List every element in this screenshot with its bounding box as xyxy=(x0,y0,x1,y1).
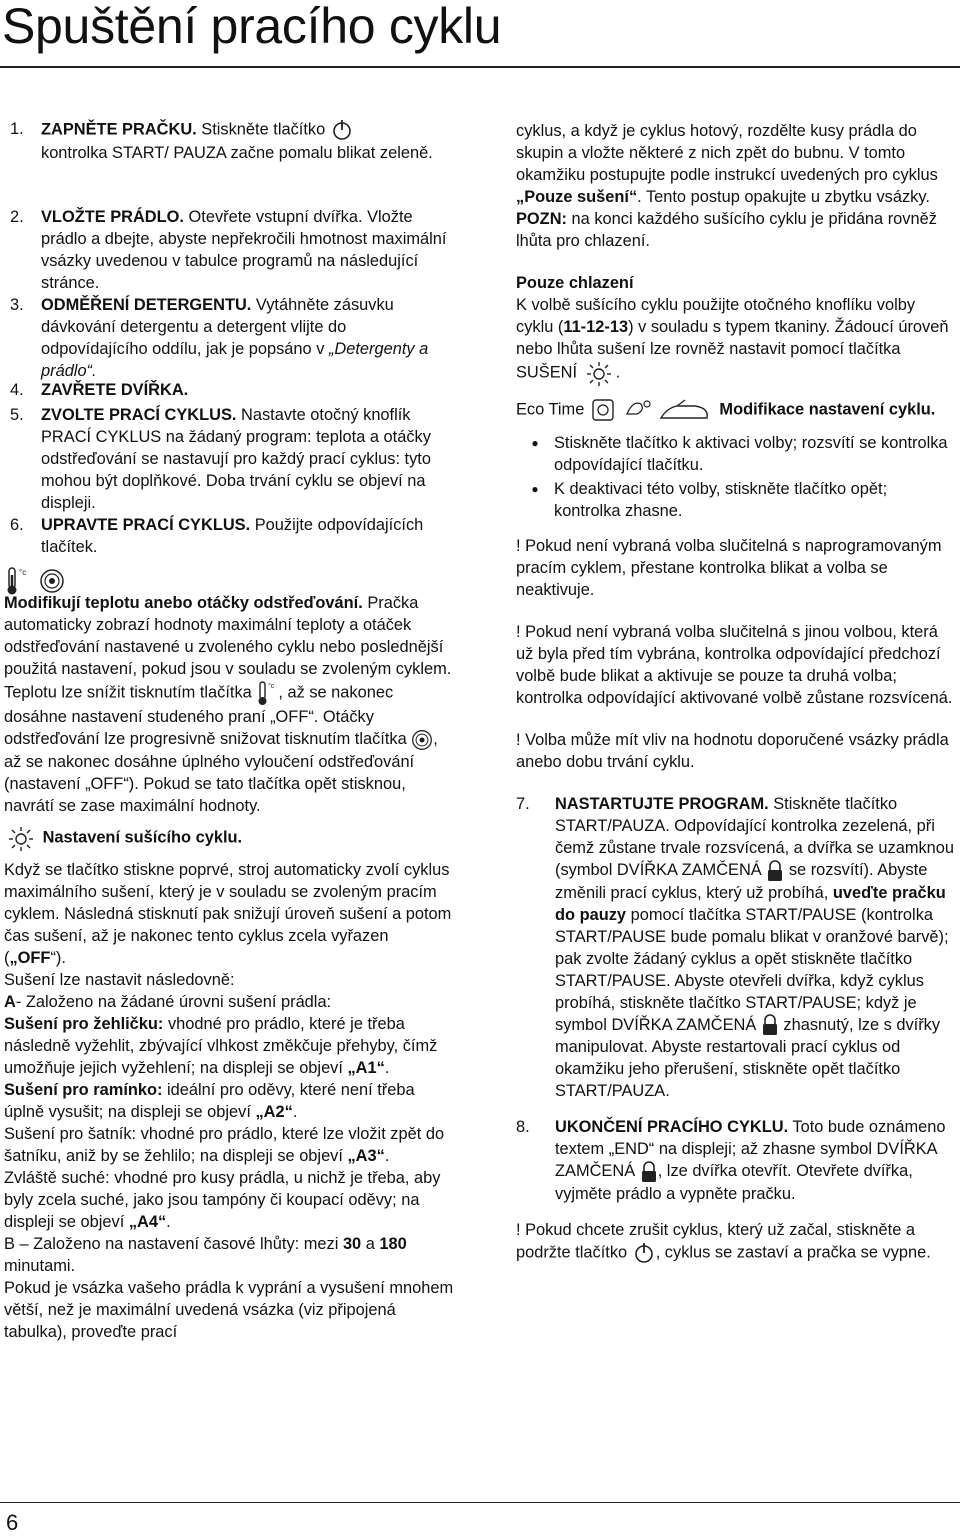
left-column xyxy=(4,118,454,1343)
step-number: 7. xyxy=(516,795,530,813)
step-heading: NASTARTUJTE PROGRAM. xyxy=(555,795,769,813)
page-title: Spuštění pracího cyklu xyxy=(2,0,502,54)
step-heading: ZVOLTE PRACÍ CYKLUS. xyxy=(41,406,237,424)
step-heading: UKONČENÍ PRACÍHO CYKLU. xyxy=(555,1118,789,1137)
step-number: 8. xyxy=(516,1118,530,1137)
spin-icon xyxy=(39,568,65,594)
detergent-reference: „Detergenty a prádlo“. xyxy=(41,340,429,380)
bullet-item: ● Stiskněte tlačítko k aktivaci volby; rozsvítí se kontrolka odpovídající tlačítku. xyxy=(516,432,956,476)
step-8: 8. UKONČENÍ PRACÍHO CYKLU. Toto bude oznámeno textem „END“ na displeji; až zhasne symbol DVÍŘKA ZAMČENÁ , lze dvířka otevřít. Otevřete dvířka, vyjměte prádlo a vypněte pračku. xyxy=(516,1118,946,1204)
eco-time-heading: Modifikace nastavení cyklu. xyxy=(714,400,936,419)
eco-time-icons xyxy=(589,396,715,424)
warning-note: ! Pokud není vybraná volba slučitelná s jinou volbou, která už byla před tím vybrána, kontrolka odpovídající předchozí volbě bude blikat a aktivuje se pouze ta druhá volba; kontrolka odpovídající aktivované volbě zůstane rozsvícená. xyxy=(516,623,953,707)
step-7: 7. NASTARTUJTE PROGRAM. Stiskněte tlačítko START/PAUZA. Odpovídající kontrolka zezelená, při čemž zůstane trvale rozsvícená, a dvířka se uzamknou (symbol DVÍŘKA ZAMČENÁ se rozsvítí). Abyste změnili prací cyklus, který už probíhá, uveďte pračku do pauzy pomocí tlačítka START/PAUSE (kontrolka START/PAUSE bude pomalu blikat v oranžové barvě); pak zvolte žádaný cyklus a opět stiskněte tlačítko START/PAUSE. Abyste otevřeli dvířka, když cyklus probíhá, stiskněte tlačítko START/PAUSE; když je symbol DVÍŘKA ZAMČENÁ zhasnutý, lze s dvířky manipulovat. Abyste restartovali prací cyklus od okamžiku jeho přerušení, stiskněte opět tlačítko START/PAUZA. xyxy=(516,795,955,1101)
door-lock-icon xyxy=(761,1014,779,1036)
step-6: 6. UPRAVTE PRACÍ CYKLUS. Použijte odpovídajících tlačítek. xyxy=(4,514,454,558)
step-number: 5. xyxy=(10,406,24,424)
warning-note: ! Pokud chcete zrušit cyklus, který už začal, stiskněte a podržte tlačítko , cyklus se zastaví a pračka se vypne. xyxy=(516,1219,956,1265)
footer-rule xyxy=(0,1502,960,1503)
step-4 xyxy=(4,379,454,404)
bullet-icon: ● xyxy=(531,482,539,496)
right-column: cyklus, a když je cyklus hotový, rozdělte kusy prádla do skupin a vložte některé z nich zpět do bubnu. V tomto okamžiku postupujte podle instrukcí uvedených pro cyklus „Pouze sušení“. Tento postup opakujte u zbytku vsázky. POZN: na konci každého sušícího cyklu je přidána rovněž lhůta pro chlazení. Pouze chlazení K volbě sušícího cyklu použijte otočného knoflíku volby cyklu (11-12-13) v souladu s typem tkaniny. Žádoucí úroveň nebo lhůta sušení lze rovněž nastavit pomocí tlačítka SUŠENÍ . Eco Time Modifikace nastavení cyklu. ● Stiskněte tlačítko k aktivaci volby; rozsvítí se kontrolka odpovídající tlačítku. ● K deaktivaci této volby, stiskněte tlačítko opět; kontrolka zhasne. ! Pokud není vybraná volba slučitelná s naprogramovaným pracím cyklem, přestane kontrolka blikat a volba se neaktivuje. ! Pokud není vybraná volba slučitelná s jinou volbou, která už byla před tím vybrána, kontrolka odpovídající předchozí volbě bude blikat a aktivuje se pouze ta druhá volba; kontrolka odpovídající aktivované volbě zůstane rozsvícená. ! Volba může mít vliv na hodnotu doporučené vsázky prádla anebo dobu trvání cyklu. 7. NASTARTUJTE PROGRAM. Stiskněte tlačítko START/PAUZA. Odpovídající kontrolka zezelená, při čemž zůstane trvale rozsvícená, a dvířka se uzamknou (symbol DVÍŘKA ZAMČENÁ se rozsvítí). Abyste změnili prací cyklus, který už probíhá, uveďte pračku do pauzy pomocí tlačítka START/PAUSE (kontrolka START/PAUSE bude pomalu blikat v oranžové barvě); pak zvolte žádaný cyklus a opět stiskněte tlačítko START/PAUSE. Abyste otevřeli dvířka, když cyklus probíhá, stiskněte tlačítko START/PAUSE; když je symbol DVÍŘKA ZAMČENÁ zhasnutý, lze s dvířky manipulovat. Abyste restartovali prací cyklus od okamžiku jeho přerušení, stiskněte opět tlačítko START/PAUZA. 8. UKONČENÍ PRACÍHO CYKLU. Toto bude oznámeno textem „END“ na displeji; až zhasne symbol DVÍŘKA ZAMČENÁ , lze dvířka otevřít. Otevřete dvířka, vyjměte prádlo a vypněte pračku. ! Pokud chcete zrušit cyklus, který už začal, stiskněte a podržte tlačítko , cyklus se zastaví a pračka se vypne. xyxy=(516,120,956,1265)
note-label: POZN: xyxy=(516,210,567,228)
door-lock-icon xyxy=(640,1161,658,1183)
bullet-item: ● K deaktivaci této volby, stiskněte tlačítko opět; kontrolka zhasne. xyxy=(516,478,956,522)
step-number: 4. xyxy=(10,381,24,399)
step-number: 2. xyxy=(10,208,24,226)
drying-heading: Nastavení sušícího cyklu. xyxy=(42,828,243,846)
title-rule xyxy=(0,66,960,68)
step-number: 6. xyxy=(10,516,24,534)
door-lock-icon xyxy=(766,860,784,882)
svg-text:°c: °c xyxy=(19,568,27,577)
spin-icon xyxy=(411,729,433,751)
warning-note: ! Volba může mít vliv na hodnotu doporučené vsázky prádla anebo dobu trvání cyklu. xyxy=(516,731,949,771)
drying-section: Nastavení sušícího cyklu. Když se tlačítko stiskne poprvé, stroj automaticky zvolí cyklus maximálního sušení, který je v souladu se zvoleným pracím cyklem. Následná stisknutí pak snižují úroveň sušení a potom čas sušení, až je nakonec tento cyklus zcela vyřazen („OFF“). Sušení lze nastavit následovně: A- Založeno na žádané úrovni sušení prádla: Sušení pro žehličku: vhodné pro prádlo, které je třeba následně vyžehlit, zbývající vlhkost změkčuje přehyby, čímž umožňuje jejich vyžehlení; na displeji se objeví „A1“. Sušení pro ramínko: ideální pro oděvy, které není třeba úplně vysušit; na displeji se objeví „A2“. Sušení pro šatník: vhodné pro prádlo, které lze vložit zpět do šatníku, aniž by se žehlilo; na displeji se objeví „A3“. Zvláště suché: vhodné pro kusy prádla, u nichž je třeba, aby byly zcela suché, jako jsou tampóny či koupací oděvy; na displeji se objeví „A4“. B – Založeno na nastavení časové lhůty: mezi 30 a 180 minutami. Pokud je vsázka vašeho prádla k vyprání a vysušení mnohem větší, než je maximální uvedená vsázka (viz připojená tabulka), proveďte prací xyxy=(4,825,454,1343)
temperature-spin-section: °c Modifikují teplotu anebo otáčky odstřeďování. Pračka automaticky zobrazí hodnoty maximální teploty a otáček odstřeďování nastavené u zvoleného cyklu nebo poslednější použitá nastavení, pokud jsou v souladu se zvoleným cyklem. Teplotu lze snížit tisknutím tlačítka °c , až se nakonec dosáhne nastavení studeného praní „OFF“. Otáčky odstřeďování lze progresivně snižovat tisknutím tlačítka , až se nakonec dosáhne úplného vyloučení odstřeďování (nastavení „OFF“). Pokud se tato tlačítka opět stisknou, navrátí se zase maximální hodnoty. xyxy=(4,568,452,815)
temperature-spin-heading: Modifikují teplotu anebo otáčky odstřeďování. xyxy=(4,594,363,612)
step-number: 3. xyxy=(10,296,24,314)
step-1: 1. ZAPNĚTE PRAČKU. Stiskněte tlačítko kontrolka START/ PAUZA začne pomalu blikat zeleně. xyxy=(4,118,454,206)
step-heading: ZAPNĚTE PRAČKU. xyxy=(41,120,197,139)
drying-sun-icon xyxy=(4,825,38,851)
step-5: 5. ZVOLTE PRACÍ CYKLUS. Nastavte otočný knoflík PRACÍ CYKLUS na žádaný program: teplota a otáčky odstřeďování se nastavují pro každý prací cyklus: tyto mohou být doplňkové. Doba trvání cyklu se objeví na displeji. xyxy=(4,404,454,514)
cooling-heading: Pouze chlazení xyxy=(516,274,634,292)
step-2: 2. VLOŽTE PRÁDLO. Otevřete vstupní dvířka. Vložte prádlo a dbejte, abyste nepřekročili hmotnost maximální vsázky uvedenou v tabulce programů na následující stránce. xyxy=(4,206,454,294)
step-heading: ZAVŘETE DVÍŘKA. xyxy=(41,381,189,399)
thermometer-icon xyxy=(256,680,278,706)
warning-note: ! Pokud není vybraná volba slučitelná s naprogramovaným pracím cyklem, přestane kontrolka blikat a volba se neaktivuje. xyxy=(516,537,942,599)
page-number: 6 xyxy=(6,1510,19,1535)
step-number: 1. xyxy=(10,120,24,138)
power-icon xyxy=(632,1241,656,1265)
step-heading: ODMĚŘENÍ DETERGENTU. xyxy=(41,296,252,314)
step-heading: UPRAVTE PRACÍ CYKLUS. xyxy=(41,516,251,534)
step-heading: VLOŽTE PRÁDLO. xyxy=(41,208,184,226)
step-3: 3. ODMĚŘENÍ DETERGENTU. Vytáhněte zásuvku dávkování detergentu a detergent vlijte do odpovídajícího oddílu, jak je popsáno v „Detergenty a prádlo“. xyxy=(4,294,454,382)
drying-sun-icon xyxy=(582,360,616,386)
power-icon xyxy=(330,118,354,142)
svg-text:°c: °c xyxy=(268,683,275,690)
bullet-icon: ● xyxy=(531,436,539,450)
